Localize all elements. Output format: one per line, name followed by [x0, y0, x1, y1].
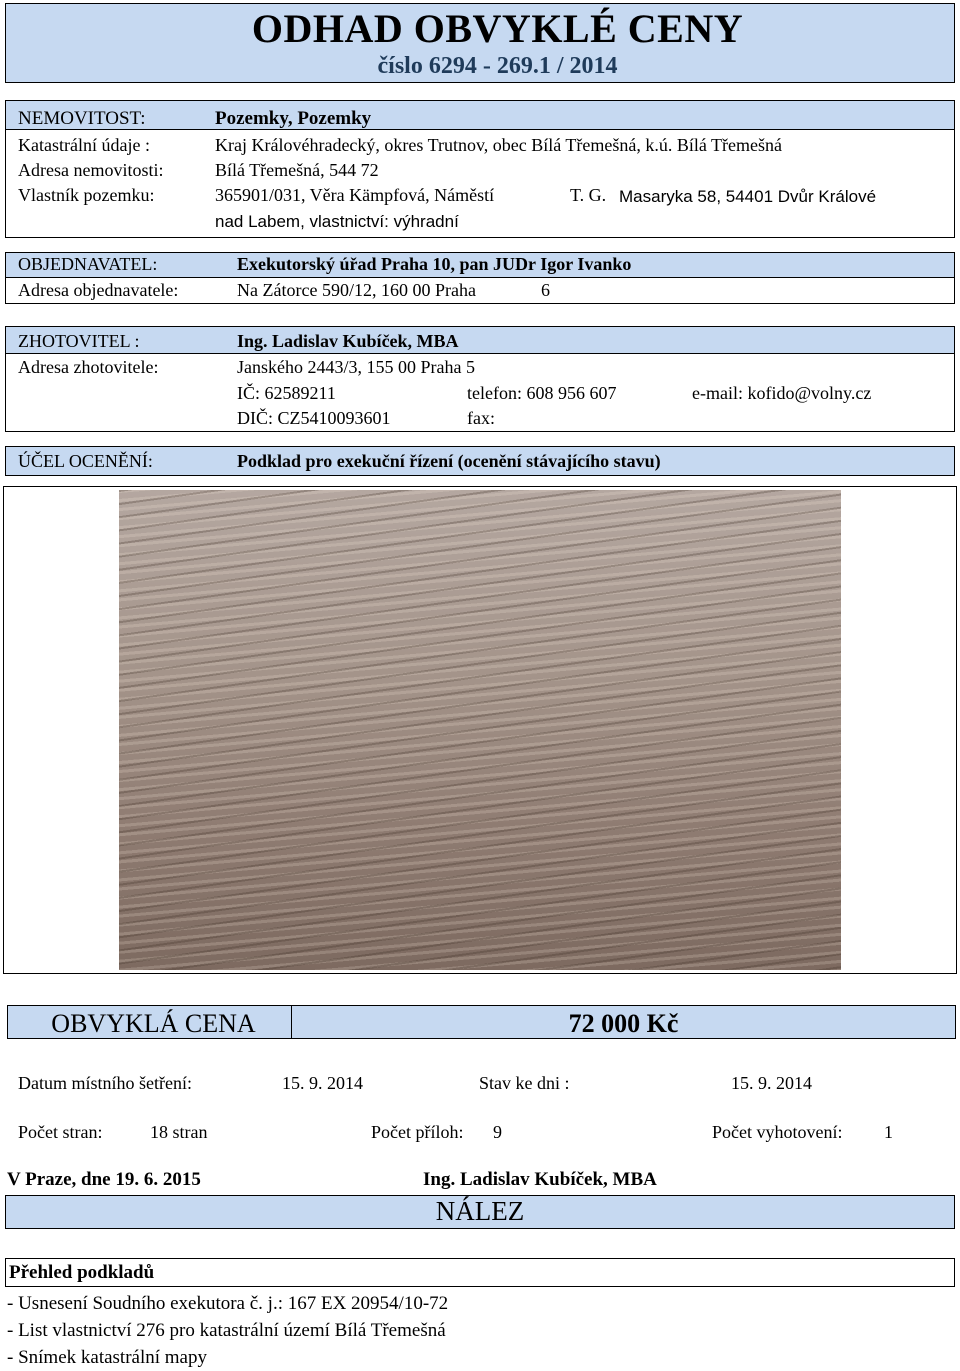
orderer-heading: OBJEDNAVATEL: — [18, 254, 158, 274]
contractor-name: Ing. Ladislav Kubíček, MBA — [237, 331, 459, 351]
cadastral-value: Kraj Královéhradecký, okres Trutnov, obec Bílá Třemešná, k.ú. Bílá Třemešná — [215, 135, 783, 155]
documents-item-3: - Snímek katastrální mapy — [7, 1347, 207, 1368]
owner-value-ownership: nad Labem, vlastnictví: výhradní — [215, 212, 459, 231]
pages-value: 18 stran — [150, 1122, 208, 1142]
property-heading-bar — [5, 100, 955, 130]
orderer-address-district: 6 — [541, 280, 550, 300]
inspection-date-label: Datum místního šetření: — [18, 1073, 192, 1093]
documents-item-2: - List vlastnictví 276 pro katastrální území Bílá Třemešná — [7, 1320, 446, 1341]
page-title: ODHAD OBVYKLÉ CENY — [251, 6, 744, 51]
contractor-address-value: Janského 2443/3, 155 00 Praha 5 — [237, 357, 475, 377]
place-date: V Praze, dne 19. 6. 2015 — [7, 1169, 201, 1190]
orderer-address-value: Na Zátorce 590/12, 160 00 Praha — [237, 280, 476, 300]
purpose-value: Podklad pro exekuční řízení (ocenění stávajícího stavu) — [237, 451, 661, 471]
contractor-dic: DIČ: CZ5410093601 — [237, 408, 391, 428]
purpose-heading: ÚČEL OCENĚNÍ: — [18, 451, 153, 471]
contractor-heading-bar — [5, 326, 955, 354]
attachments-label: Počet příloh: — [371, 1122, 464, 1142]
cadastral-label: Katastrální údaje : — [18, 135, 150, 155]
document-number: číslo 6294 - 269.1 / 2014 — [377, 53, 618, 79]
fax-underline — [467, 431, 693, 432]
price-value: 72 000 Kč — [568, 1009, 679, 1038]
contractor-ic: IČ: 62589211 — [237, 383, 336, 403]
orderer-address-label: Adresa objednavatele: — [18, 280, 179, 300]
inspection-date-value: 15. 9. 2014 — [282, 1073, 363, 1093]
price-label: OBVYKLÁ CENA — [51, 1009, 256, 1038]
owner-label: Vlastník pozemku: — [18, 185, 155, 205]
finding-heading: NÁLEZ — [435, 1196, 525, 1226]
copies-value: 1 — [884, 1122, 893, 1142]
contractor-email: e-mail: kofido@volny.cz — [692, 383, 872, 403]
pages-label: Počet stran: — [18, 1122, 103, 1142]
attachments-value: 9 — [493, 1122, 502, 1142]
state-date-label: Stav ke dni : — [479, 1073, 570, 1093]
contractor-heading: ZHOTOVITEL : — [18, 331, 140, 351]
contractor-fax: fax: — [467, 408, 495, 428]
copies-label: Počet vyhotovení: — [712, 1122, 843, 1142]
property-value: Pozemky, Pozemky — [215, 108, 372, 129]
contractor-address-label: Adresa zhotovitele: — [18, 357, 159, 377]
orderer-value: Exekutorský úřad Praha 10, pan JUDr Igor Ivanko — [237, 254, 632, 274]
field-photo — [119, 490, 841, 970]
documents-item-1: - Usnesení Soudního exekutora č. j.: 167 EX 20954/10-72 — [7, 1293, 449, 1314]
signature-name: Ing. Ladislav Kubíček, MBA — [423, 1169, 657, 1190]
documents-heading: Přehled podkladů — [9, 1262, 155, 1283]
contractor-phone: telefon: 608 956 607 — [467, 383, 617, 403]
owner-value-initials: T. G. — [570, 185, 607, 205]
state-date-value: 15. 9. 2014 — [731, 1073, 812, 1093]
property-address-label: Adresa nemovitosti: — [18, 160, 164, 180]
property-address-value: Bílá Třemešná, 544 72 — [215, 160, 379, 180]
owner-value: 365901/031, Věra Kämpfová, Náměstí — [215, 185, 495, 205]
property-heading: NEMOVITOST: — [18, 108, 146, 129]
owner-value-street: Masaryka 58, 54401 Dvůr Králové — [619, 187, 877, 206]
